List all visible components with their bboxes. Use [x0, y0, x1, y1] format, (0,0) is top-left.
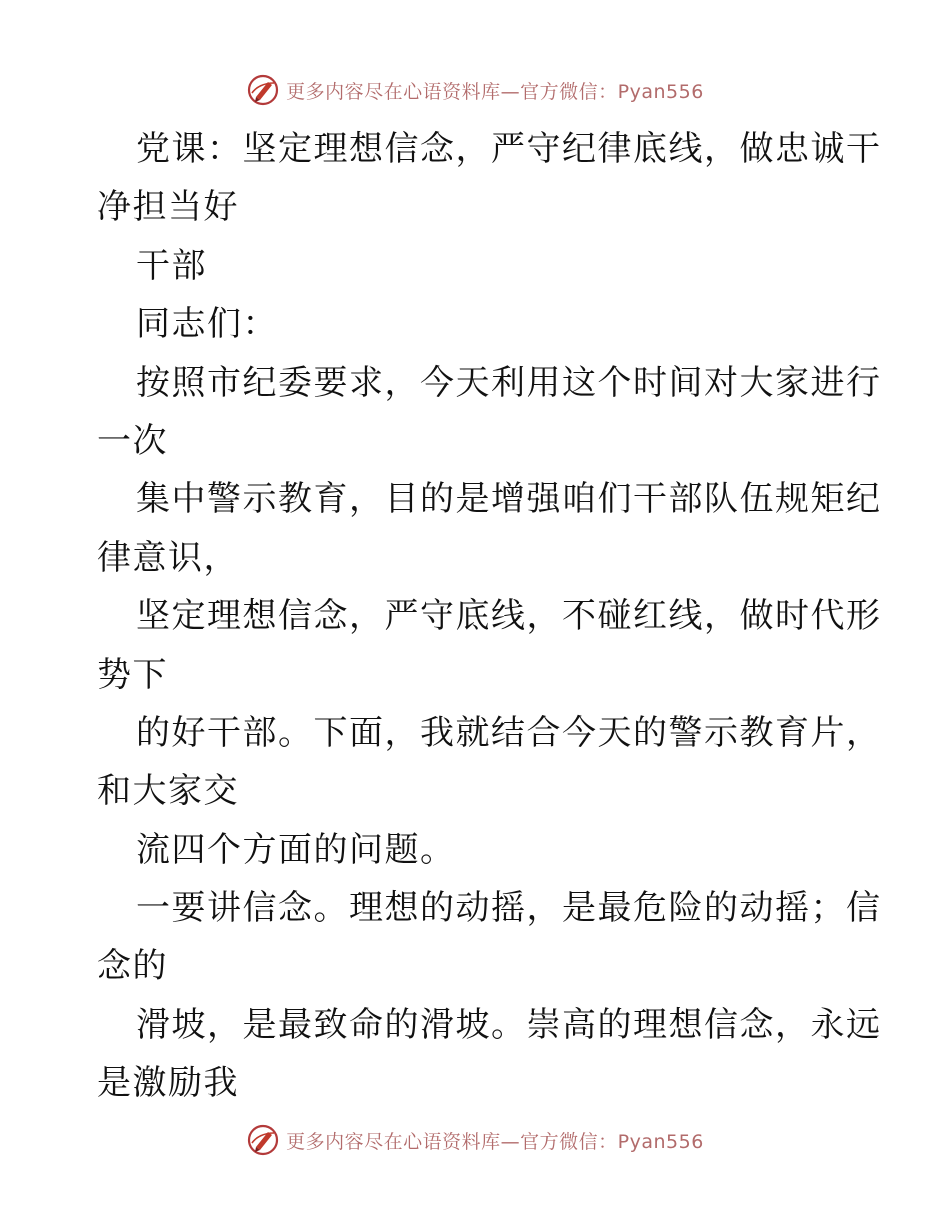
document-body: [97, 120, 882, 1113]
text-line: 念的: [97, 946, 168, 987]
text-line: 干部: [136, 245, 207, 286]
text-line: 坚定理想信念，严守底线，不碰红线，做时代形: [136, 596, 882, 637]
pen-logo-icon: [246, 1123, 280, 1157]
text-line: 是激励我: [97, 1063, 239, 1104]
text-line: 势下: [97, 654, 168, 695]
text-line: 净担当好: [97, 187, 239, 228]
banner-text: 更多内容尽在心语资料库—官方微信：Pyan556: [286, 1130, 704, 1153]
footer-banner: [0, 1120, 950, 1160]
text-line: 流四个方面的问题。: [136, 829, 456, 870]
text-line: 一次: [97, 420, 168, 461]
text-line: 律意识，: [97, 537, 239, 578]
text-line: 集中警示教育，目的是增强咱们干部队伍规矩纪: [136, 479, 882, 520]
pen-logo-icon: [246, 73, 280, 107]
text-line: 的好干部。下面，我就结合今天的警示教育片，: [136, 712, 882, 753]
header-banner: [0, 70, 950, 110]
text-line: 和大家交: [97, 771, 239, 812]
text-line: 一要讲信念。理想的动摇，是最危险的动摇；信: [136, 888, 882, 929]
text-line: 按照市纪委要求，今天利用这个时间对大家进行: [136, 362, 882, 403]
text-line: 同志们：: [136, 304, 278, 345]
text-line: 党课：坚定理想信念，严守纪律底线，做忠诚干: [136, 129, 882, 169]
text-line: 滑坡，是最致命的滑坡。崇高的理想信念，永远: [136, 1004, 882, 1045]
banner-text: 更多内容尽在心语资料库—官方微信：Pyan556: [286, 80, 704, 103]
